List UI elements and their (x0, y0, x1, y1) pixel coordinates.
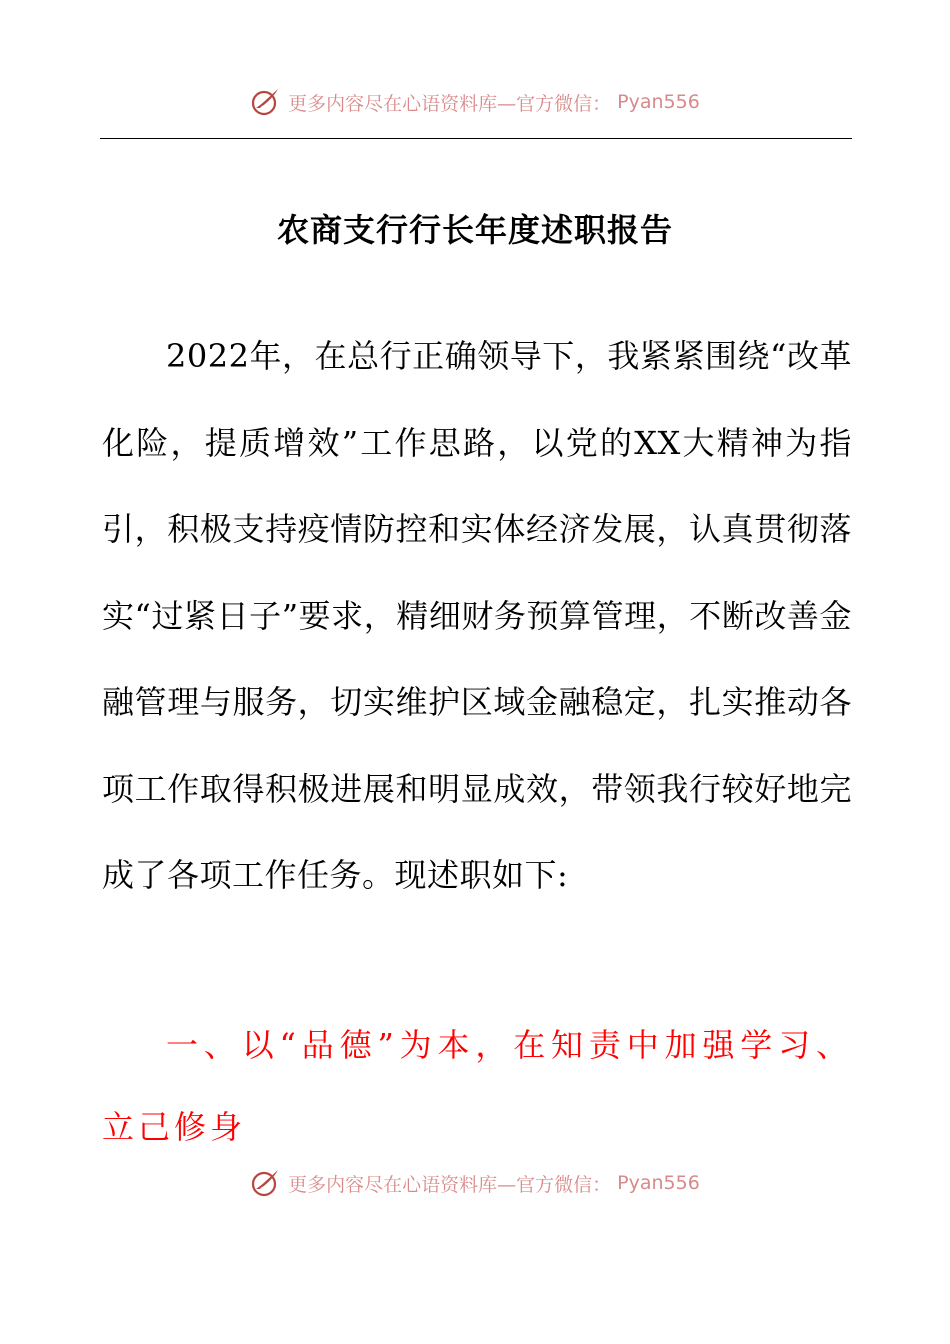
body-paragraph: 2022年，在总行正确领导下，我紧紧围绕“改革化险，提质增效”工作思路，以党的XX大精神为指引，积极支持疫情防控和实体经济发展，认真贯彻落实“过紧日子”要求，精细财务预算管理，不断改善金融管理与服务，切实维护区域金融稳定，扎实推动各项工作取得积极进展和明显成效，带领我行较好地完成了各项工作任务。现述职如下: (102, 337, 852, 894)
footer-brand-text: 更多内容尽在心语资料库—官方微信： (288, 1173, 612, 1196)
quill-pen-logo-icon (250, 86, 282, 118)
footer-wechat-id: Pyan556 (617, 1172, 700, 1194)
quill-pen-logo-icon (250, 1167, 282, 1199)
header-divider (100, 138, 852, 139)
header-banner (0, 82, 950, 122)
header-brand-text: 更多内容尽在心语资料库—官方微信： (288, 92, 612, 115)
header-wechat-id: Pyan556 (617, 91, 700, 113)
footer-banner (0, 1163, 950, 1203)
document-title: 农商支行行长年度述职报告 (276, 211, 673, 249)
section-heading: 一、以“品德”为本，在知责中加强学习、立己修身 (102, 1026, 852, 1146)
